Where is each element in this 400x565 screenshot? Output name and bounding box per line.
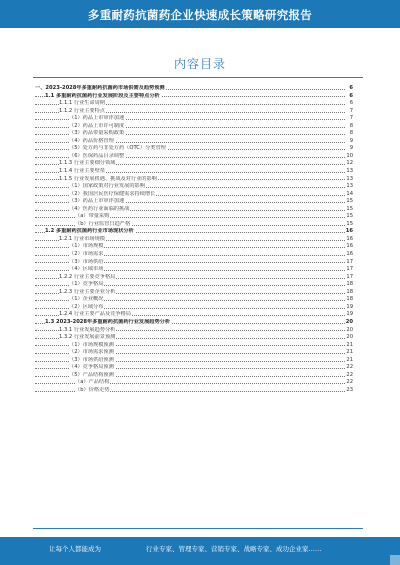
toc-entry-page: 18 (346, 288, 353, 295)
toc-entry-page: 16 (346, 243, 353, 250)
toc-entry-text: （2）区域分布 (69, 303, 104, 310)
toc-entry-page: 19 (346, 311, 353, 318)
toc-entry[interactable] (33, 221, 353, 229)
toc-bottom-divider (33, 528, 363, 529)
toc-entry[interactable] (33, 160, 353, 168)
toc-entry[interactable] (33, 364, 353, 372)
toc-entry-text: 1.2.1 行业市场规模 (59, 235, 105, 242)
toc-entry[interactable] (33, 206, 353, 214)
toc-entry[interactable] (33, 183, 353, 191)
toc-entry-page: 15 (346, 198, 353, 205)
toc-entry-text: （3）市场供给 (69, 258, 104, 265)
toc-entry-page: 16 (345, 228, 353, 235)
toc-entry-text: （3）药品带量采购政策 (69, 130, 125, 137)
toc-entry-page: 9 (349, 145, 353, 152)
toc-entry[interactable] (33, 281, 353, 289)
toc-entry-page: 9 (349, 137, 353, 144)
toc-entry[interactable] (33, 251, 353, 259)
toc-entry[interactable] (33, 266, 353, 274)
toc-entry-text: （5）处方药与非处方药（OTC）分类管理 (69, 145, 166, 152)
toc-entry[interactable] (33, 123, 353, 131)
toc-entry[interactable] (33, 327, 353, 335)
toc-entry[interactable] (33, 243, 353, 251)
toc-entry[interactable] (33, 213, 353, 221)
toc-entry-page: 18 (346, 296, 353, 303)
toc-entry-page: 16 (346, 235, 353, 242)
toc-entry-text: 1.1.1 行业生命周期 (59, 100, 105, 107)
toc-entry-text: 1.2.3 行业主要企业分析 (59, 288, 116, 295)
toc-entry-text: （a）带量采购 (75, 213, 110, 220)
toc-entry-page: 22 (346, 364, 353, 371)
toc-entry[interactable] (33, 176, 353, 184)
toc-entry-page: 23 (346, 386, 353, 393)
toc-entry-page: 20 (345, 318, 353, 325)
toc-entry-page: 6 (349, 85, 353, 91)
toc-entry-page: 21 (346, 349, 353, 356)
toc-entry-text: （2）市场需求预测 (69, 349, 114, 356)
toc-entry-page: 15 (346, 220, 353, 227)
toc-entry-page: 22 (346, 371, 353, 378)
toc-entry[interactable] (33, 319, 353, 327)
toc-entry-page: 17 (346, 258, 353, 265)
toc-entry[interactable] (33, 342, 353, 350)
toc-entry-text: 1.1.5 行业发展机遇、挑战及对行业的影响 (59, 175, 157, 182)
toc-entry-text: 1.1.3 行业主要细分领域 (59, 160, 116, 167)
toc-entry-text: 1.3.1 行业发展趋势分析 (59, 326, 116, 333)
footer-tagline: 让每个人都能成为 (49, 545, 101, 553)
table-of-contents (33, 85, 353, 394)
toc-entry-page: 7 (349, 115, 353, 122)
toc-entry-text: （b）行业监管日趋严格 (75, 220, 131, 227)
toc-entry[interactable] (33, 115, 353, 123)
toc-entry-page: 16 (346, 251, 353, 258)
toc-entry-text: （1）竞争格局 (69, 281, 104, 288)
toc-entry[interactable] (33, 168, 353, 176)
toc-entry[interactable] (33, 153, 353, 161)
toc-entry[interactable] (33, 198, 353, 206)
toc-entry[interactable] (33, 372, 353, 380)
toc-entry-text: （4）竞争格局预测 (69, 364, 114, 371)
toc-entry-page: 8 (349, 122, 353, 129)
toc-entry-text: 1.2.4 行业主要产品及竞争格局 (59, 311, 131, 318)
footer-corner-accent (390, 555, 400, 565)
toc-entry-page: 18 (346, 281, 353, 288)
toc-entry-page: 20 (346, 326, 353, 333)
toc-entry-text: （1）药品上市审评加速 (69, 115, 125, 122)
toc-entry[interactable] (33, 311, 353, 319)
toc-entry[interactable] (33, 130, 353, 138)
toc-entry-page: 6 (349, 100, 353, 107)
toc-entry[interactable] (33, 289, 353, 297)
toc-entry-page: 13 (346, 168, 353, 175)
toc-entry[interactable] (33, 296, 353, 304)
toc-entry[interactable] (33, 259, 353, 267)
toc-entry[interactable] (33, 191, 353, 199)
toc-entry[interactable] (33, 349, 353, 357)
toc-entry[interactable] (33, 387, 353, 395)
toc-heading: 内容目录 (173, 57, 226, 71)
toc-entry-text: （3）药品上市审评加速 (69, 198, 125, 205)
toc-entry-text: 1.1.4 行业主要壁垒 (59, 168, 105, 175)
toc-entry-page: 21 (346, 341, 353, 348)
toc-entry-text: 1.1.2 行业主要特点 (59, 107, 105, 114)
toc-entry-text: （1）国家政策对行业发展的影响 (69, 183, 145, 190)
toc-entry[interactable] (33, 145, 353, 153)
toc-entry-text: （2）我国居民医疗保健需求持续增长 (69, 190, 156, 197)
toc-entry[interactable] (33, 138, 353, 146)
toc-entry-text: （1）市场规模预测 (69, 341, 114, 348)
toc-entry-page: 13 (346, 183, 353, 190)
toc-entry-text: 一、2023-2028年多重耐药抗菌药市场供需及趋势预测 (35, 85, 165, 91)
toc-entry[interactable] (33, 100, 353, 108)
toc-entry[interactable] (33, 357, 353, 365)
toc-entry-page: 17 (346, 266, 353, 273)
toc-entry-text: （4）医药行业面临的挑战 (69, 205, 130, 212)
toc-entry-text: 1.2.2 行业主要竞争格局 (59, 273, 116, 280)
toc-entry-text: 1.1 多重耐药抗菌药行业发展阶段及主要特点分析 (45, 92, 160, 99)
toc-entry-page: 10 (346, 152, 353, 159)
toc-entry-text: （3）市场供给预测 (69, 356, 114, 363)
toc-entry[interactable] (33, 93, 353, 101)
toc-entry[interactable] (33, 236, 353, 244)
footer-bar (0, 537, 400, 565)
toc-entry-text: （b）价格走势 (75, 386, 110, 393)
toc-entry-page: 19 (346, 303, 353, 310)
toc-entry-text: （1）市场规模 (69, 243, 104, 250)
toc-entry-page: 15 (346, 205, 353, 212)
toc-entry-text: （2）市场需求 (69, 251, 104, 258)
toc-entry-text: （2）药品上市许可制度 (69, 122, 125, 129)
toc-entry-text: （6）医保药品目录调整 (69, 152, 125, 159)
toc-entry-page: 12 (346, 160, 353, 167)
footer-roles: 行业专家、管理专家、营销专家、战略专家、成功企业家…… (146, 545, 322, 553)
toc-entry-page: 21 (346, 356, 353, 363)
toc-entry-text: （4）区域市场 (69, 266, 104, 273)
toc-entry-text: 1.3.2 行业发展前景预测 (59, 334, 116, 341)
toc-entry-page: 8 (349, 130, 353, 137)
toc-entry-text: （5）产品结构预测 (69, 371, 114, 378)
toc-entry-page: 14 (346, 190, 353, 197)
toc-entry-text: （4）药品价格管理 (69, 137, 114, 144)
toc-entry[interactable] (33, 108, 353, 116)
header-bar (0, 0, 400, 28)
toc-entry-page: 15 (346, 213, 353, 220)
toc-top-divider (33, 77, 363, 78)
toc-entry[interactable] (33, 334, 353, 342)
toc-entry-page: 22 (346, 379, 353, 386)
toc-entry-text: 1.2 多重耐药抗菌药行业市场现状分析 (45, 228, 134, 235)
toc-entry[interactable] (33, 304, 353, 312)
toc-entry-page: 6 (349, 92, 353, 99)
toc-entry-page: 17 (346, 273, 353, 280)
toc-entry[interactable] (33, 228, 353, 236)
toc-entry-text: 1.3 2023-2028年多重耐药抗菌药行业发展趋势分析 (45, 318, 171, 325)
toc-entry-text: （1）企业概况 (69, 296, 104, 303)
toc-entry-page: 13 (346, 175, 353, 182)
toc-entry[interactable] (33, 85, 353, 93)
toc-entry-page: 7 (349, 107, 353, 114)
toc-entry[interactable] (33, 274, 353, 282)
toc-entry[interactable] (33, 379, 353, 387)
report-title: 多重耐药抗菌药企业快速成长策略研究报告 (87, 8, 313, 22)
toc-entry-page: 20 (346, 334, 353, 341)
toc-entry-text: （a）产品结构 (75, 379, 110, 386)
